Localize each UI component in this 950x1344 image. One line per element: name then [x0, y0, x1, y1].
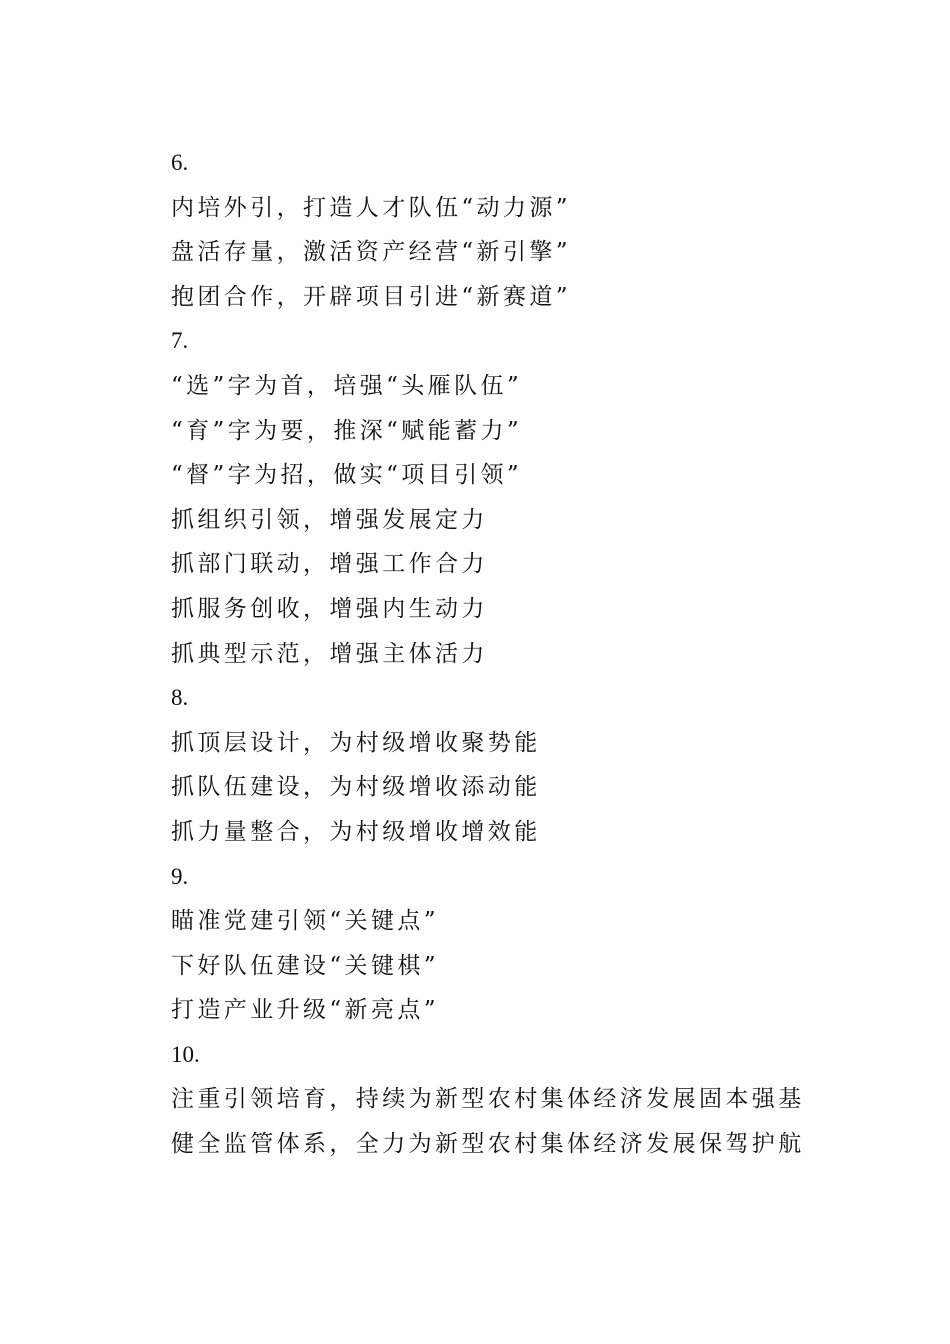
section-number-8: 8. — [171, 685, 189, 711]
section-7-line-6: 抓服务创收，增强内生动力 — [171, 595, 488, 622]
section-number-7: 7. — [171, 328, 189, 354]
section-8-line-3: 抓力量整合，为村级增收增效能 — [171, 818, 541, 845]
section-7-line-5: 抓部门联动，增强工作合力 — [171, 551, 488, 578]
section-7-line-7: 抓典型示范，增强主体活力 — [171, 640, 488, 667]
section-10-line-1: 注重引领培育，持续为新型农村集体经济发展固本强基 — [171, 1086, 805, 1113]
section-8-line-2: 抓队伍建设，为村级增收添动能 — [171, 774, 541, 801]
section-10-line-2: 健全监管体系，全力为新型农村集体经济发展保驾护航 — [171, 1131, 805, 1158]
section-8-line-1: 抓顶层设计，为村级增收聚势能 — [171, 729, 541, 756]
section-7-line-1: “选”字为首，培强“头雁队伍” — [171, 372, 523, 399]
section-9-line-3: 打造产业升级“新亮点” — [171, 997, 439, 1024]
section-7-line-2: “育”字为要，推深“赋能蓄力” — [171, 417, 523, 444]
section-7-line-3: “督”字为招，做实“项目引领” — [171, 462, 523, 489]
section-6-line-3: 抱团合作，开辟项目引进“新赛道” — [171, 283, 571, 310]
section-number-10: 10. — [171, 1041, 200, 1067]
document-body — [171, 141, 871, 1167]
section-number-9: 9. — [171, 863, 189, 889]
section-9-line-1: 瞄准党建引领“关键点” — [171, 908, 439, 935]
section-9-line-2: 下好队伍建设“关键棋” — [171, 952, 439, 979]
section-6-line-1: 内培外引，打造人才队伍“动力源” — [171, 194, 571, 221]
section-7-line-4: 抓组织引领，增强发展定力 — [171, 506, 488, 533]
section-6-line-2: 盘活存量，激活资产经营“新引擎” — [171, 239, 571, 266]
section-number-6: 6. — [171, 150, 189, 175]
